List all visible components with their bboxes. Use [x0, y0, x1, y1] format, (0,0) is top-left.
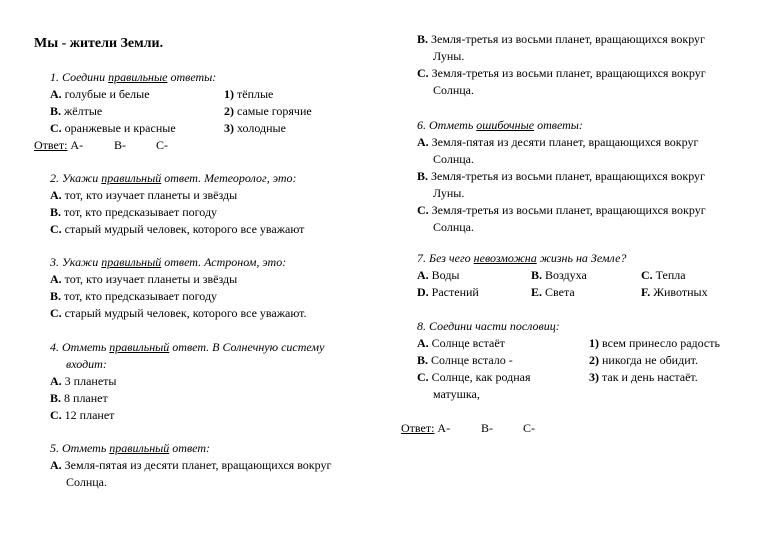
q1-row-3: С. оранжевые и красные 3) холодные — [50, 121, 286, 135]
q8-row-1: А. Солнце встаёт 1) всем принесло радость — [417, 336, 720, 350]
q7-option-d[interactable]: D. Растений — [417, 285, 479, 299]
q1-row-1: А. голубые и белые 1) тёплые — [50, 87, 274, 101]
question-8: 8. Соедини части пословиц: А. Солнце встаёт 1) всем принесло радость В. Солнце встало - 2) никогда не обидит. С. Солнце, как родная 3) так и день настаёт. матушка, — [401, 318, 761, 403]
q1-answer: Ответ: А- В- С- — [34, 138, 168, 152]
question-2 — [34, 170, 374, 238]
question-8-text: 8. Соедини части пословиц: — [417, 319, 560, 333]
q2-option-c[interactable]: С. старый мудрый человек, которого все уважают — [50, 222, 305, 236]
q4-option-b[interactable]: В. 8 планет — [50, 391, 108, 405]
q7-row-2 — [401, 284, 761, 301]
question-1 — [34, 69, 374, 154]
q5-option-b[interactable]: В. Земля-третья из восьми планет, вращающихся вокруг — [417, 32, 705, 46]
q4-option-c[interactable]: С. 12 планет — [50, 408, 115, 422]
q1-row-2: В. жёлтые 2) самые горячие — [50, 104, 312, 118]
question-6-text: 6. Отметь ошибочные ответы: — [417, 118, 583, 132]
q7-option-b[interactable]: В. Воздуха — [531, 268, 587, 282]
question-3-text: 3. Укажи правильный ответ. Астроном, это: — [50, 255, 287, 269]
q8-row-2: В. Солнце встало - 2) никогда не обидит. — [417, 353, 698, 367]
q2-option-a[interactable]: А. тот, кто изучает планеты и звёзды — [50, 188, 238, 202]
question-3 — [34, 254, 374, 322]
q5-option-a[interactable]: А. Земля-пятая из десяти планет, вращающихся вокруг — [50, 458, 332, 472]
question-5: 5. Отметь правильный ответ: А. Земля-пятая из десяти планет, вращающихся вокруг Солнца. — [34, 440, 379, 491]
q4-option-a[interactable]: А. 3 планеты — [50, 374, 117, 388]
q7-option-a[interactable]: А. Воды — [417, 268, 460, 282]
q3-option-a[interactable]: А. тот, кто изучает планеты и звёзды — [50, 272, 238, 286]
q6-option-a[interactable]: А. Земля-пятая из десяти планет, вращающихся вокруг — [417, 135, 699, 149]
q7-option-e[interactable]: E. Света — [531, 285, 575, 299]
q2-option-b[interactable]: В. тот, кто предсказывает погоду — [50, 205, 218, 219]
question-2-text: 2. Укажи правильный ответ. Метеоролог, это: — [50, 171, 297, 185]
question-5-text: 5. Отметь правильный ответ: — [50, 441, 210, 455]
question-1-text: 1. Соедини правильные ответы: — [50, 70, 217, 84]
q3-option-c[interactable]: С. старый мудрый человек, которого все уважают. — [50, 306, 307, 320]
q6-option-b[interactable]: В. Земля-третья из восьми планет, вращающихся вокруг — [417, 169, 705, 183]
q7-option-f[interactable]: F. Животных — [641, 285, 708, 299]
question-5-continued: В. Земля-третья из восьми планет, вращающихся вокруг Луны. С. Земля-третья из восьми планет, вращающихся вокруг Солнца. — [401, 31, 761, 99]
question-7 — [401, 250, 761, 301]
q6-option-c[interactable]: С. Земля-третья из восьми планет, вращающихся вокруг — [417, 203, 706, 217]
q8-answer: Ответ: А- В- С- — [401, 421, 535, 435]
q7-row-1 — [401, 267, 761, 284]
q5-option-c[interactable]: С. Земля-третья из восьми планет, вращающихся вокруг — [417, 66, 706, 80]
page-title: Мы - жители Земли. — [34, 36, 164, 51]
q8-row-3: С. Солнце, как родная 3) так и день настаёт. — [417, 370, 698, 384]
question-4-text: 4. Отметь правильный ответ. В Солнечную систему — [50, 340, 325, 354]
question-6: 6. Отметь ошибочные ответы: А. Земля-пятая из десяти планет, вращающихся вокруг Солнца. В. Земля-третья из восьми планет, вращающихся вокруг Луны. С. Земля-третья из восьми планет, вращающихся вокруг Солнца. — [401, 117, 761, 236]
q3-option-b[interactable]: В. тот, кто предсказывает погоду — [50, 289, 218, 303]
question-4: 4. Отметь правильный ответ. В Солнечную систему входит: А. 3 планеты В. 8 планет С. 12 планет — [34, 339, 374, 424]
q7-option-c[interactable]: С. Тепла — [641, 268, 686, 282]
question-7-text: 7. Без чего невозможна жизнь на Земле? — [417, 251, 627, 265]
